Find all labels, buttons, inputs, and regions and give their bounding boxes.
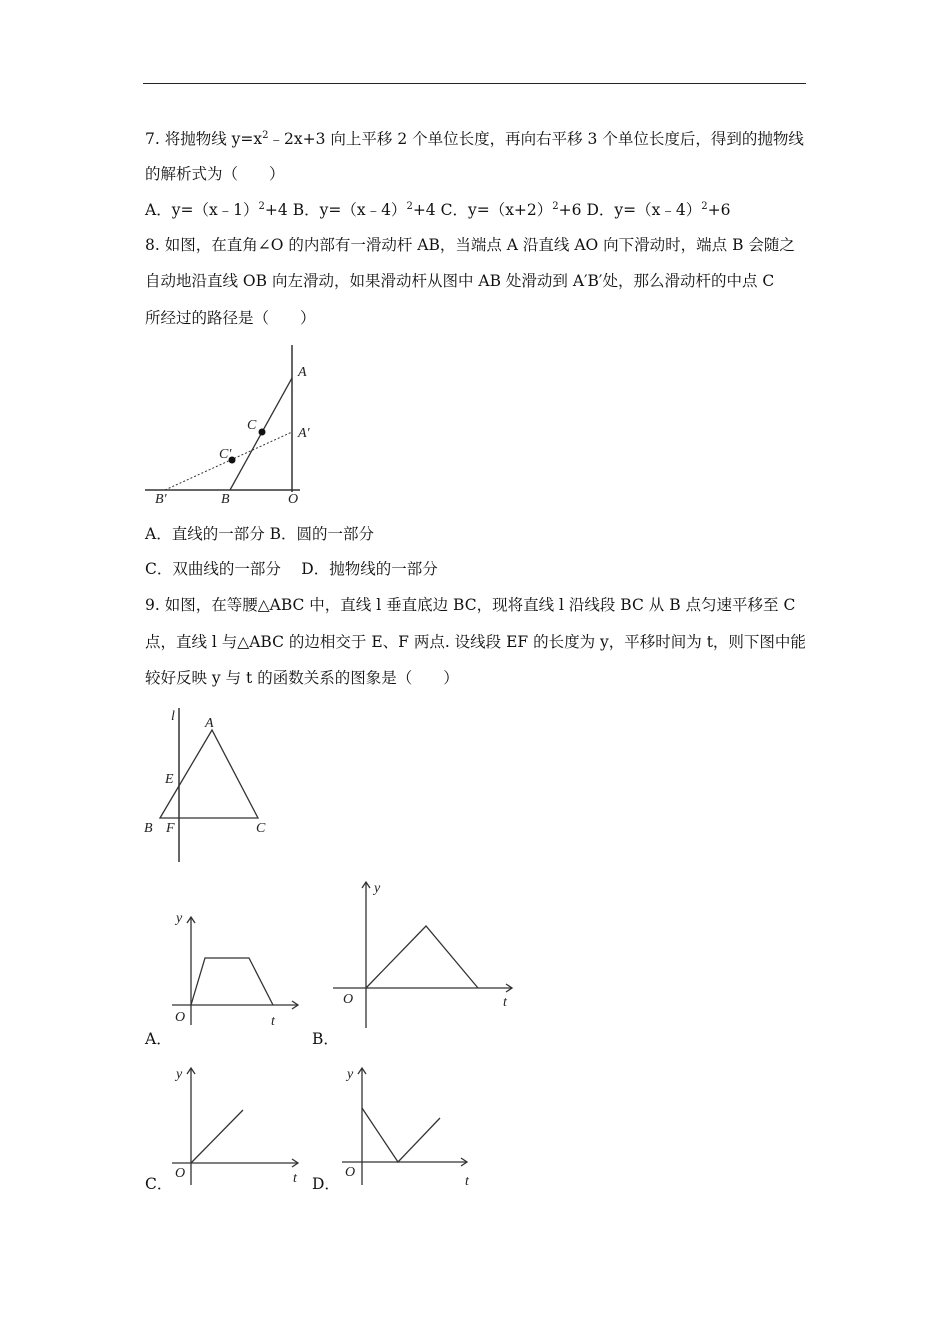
q8-label-a-prime: A′ xyxy=(298,426,310,441)
q9-line3: 较好反映 y 与 t 的函数关系的图象是（ ） xyxy=(145,669,459,687)
graph-c-y-label: y xyxy=(176,1067,183,1082)
q8-line1: 8. 如图，在直角∠O 的内部有一滑动杆 AB，当端点 A 沿直线 AO 向下滑动时，端点 B 会随之 xyxy=(145,236,795,254)
q8-label-c-prime: C′ xyxy=(219,447,232,462)
graph-c-option-label: C． xyxy=(145,1175,173,1193)
graph-b-y-label: y xyxy=(374,881,381,896)
graph-c-t-label: t xyxy=(293,1171,297,1186)
graph-b-t-label: t xyxy=(503,995,507,1010)
graph-d-origin-label: O xyxy=(345,1165,356,1180)
graph-a-t-label: t xyxy=(271,1014,275,1029)
graph-b-option-label: B． xyxy=(312,1030,339,1048)
q9-label-e: E xyxy=(165,772,174,787)
q9-label-l: l xyxy=(171,709,175,724)
q9-line2: 点，直线 l 与△ABC 的边相交于 E、F 两点. 设线段 EF 的长度为 y，平移时间为 t，则下图中能 xyxy=(145,633,806,651)
graph-d-y-label: y xyxy=(347,1067,354,1082)
q8-label-b: B xyxy=(221,492,230,507)
q9-label-f: F xyxy=(166,821,175,836)
q9-line1: 9. 如图，在等腰△ABC 中，直线 l 垂直底边 BC，现将直线 l 沿线段 BC 从 B 点匀速平移至 C xyxy=(145,596,796,614)
q7-options: A．y=（x﹣1）$^2$+4 B．y=（x﹣4）$^2$+4 C．$y=(x+2)^2+6$ D．y=（x﹣4）$^2$+6 xyxy=(145,201,731,219)
graph-a-option-label: A． xyxy=(145,1030,172,1048)
graph-d-option-label: D． xyxy=(312,1175,340,1193)
q9-label-b: B xyxy=(144,821,153,836)
q9-label-a: A xyxy=(205,716,214,731)
q8-options-row1: A．直线的一部分 B．圆的一部分 xyxy=(145,525,375,543)
graph-b-origin-label: O xyxy=(343,992,354,1007)
graph-d-t-label: t xyxy=(465,1174,469,1189)
q9-label-c: C xyxy=(256,821,266,836)
q8-label-c: C xyxy=(247,418,257,433)
q7-line1: 7. 将抛物线 $y=x^2﹣2x+3$ 向上平移 2 个单位长度，再向右平移 3 个单位长度后，得到的抛物线 xyxy=(145,130,804,148)
q8-label-a: A xyxy=(298,365,307,380)
q8-label-b-prime: B′ xyxy=(155,492,167,507)
q7-line2: 的解析式为（ ） xyxy=(145,165,285,183)
q8-line3: 所经过的路径是（ ） xyxy=(145,309,316,327)
graph-a-origin-label: O xyxy=(175,1010,186,1025)
graph-c-origin-label: O xyxy=(175,1166,186,1181)
q8-line2: 自动地沿直线 OB 向左滑动，如果滑动杆从图中 AB 处滑动到 A′B′处，那么滑动杆的中点 C xyxy=(145,272,775,290)
graph-a-y-label: y xyxy=(176,911,183,926)
q8-label-o: O xyxy=(288,492,299,507)
q8-options-row2: C．双曲线的一部分 D．抛物线的一部分 xyxy=(145,560,438,578)
